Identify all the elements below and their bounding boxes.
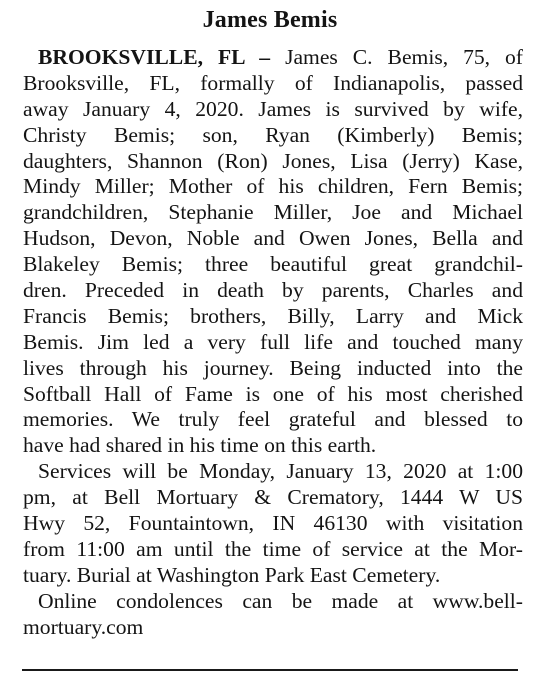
paragraph-1-last-line: have had shared in his time on this earth. xyxy=(23,433,377,458)
obituary-title: James Bemis xyxy=(202,7,338,33)
paragraph-1-line: Francis Bemis; brothers, Billy, Larry and Mick xyxy=(23,303,523,328)
paragraph-1-line: Mindy Miller; Mother of his children, Fern Bemis; xyxy=(23,174,523,199)
paragraph-1-line: memories. We truly feel grateful and blessed to xyxy=(23,407,523,432)
paragraph-1-line: Softball Hall of Fame is one of his most cherished xyxy=(23,381,523,406)
paragraph-1-line-1 xyxy=(23,45,523,71)
bottom-rule xyxy=(22,669,518,671)
paragraph-2-line: Services will be Monday, January 13, 2020 at 1:00 xyxy=(38,459,523,484)
paragraph-1-line: away January 4, 2020. James is survived by wife, xyxy=(23,96,523,121)
paragraph-2-last-line: tuary. Burial at Washington Park East Cemetery. xyxy=(23,562,441,587)
paragraph-1-line: grandchildren, Stephanie Miller, Joe and Michael xyxy=(23,200,523,225)
paragraph-2-line: from 11:00 am until the time of service at the Mor- xyxy=(23,536,523,561)
paragraph-1-line: Hudson, Devon, Noble and Owen Jones, Bella and xyxy=(23,226,523,251)
paragraph-1-line: Bemis. Jim led a very full life and touched many xyxy=(23,329,523,354)
paragraph-2-line: Hwy 52, Fountaintown, IN 46130 with visitation xyxy=(23,511,523,536)
paragraph-1-line: Blakeley Bemis; three beautiful great grandchil- xyxy=(23,252,523,277)
paragraph-1-line-1-text: James C. Bemis, 75, of xyxy=(285,45,523,69)
paragraph-1-line: lives through his journey. Being inducted into the xyxy=(23,355,523,380)
paragraph-3-line: Online condolences can be made at www.bell- xyxy=(38,588,523,613)
paragraph-2-line: pm, at Bell Mortuary & Crematory, 1444 W US xyxy=(23,485,523,510)
dateline: BROOKSVILLE, FL – xyxy=(38,45,271,69)
paragraph-1-line: Christy Bemis; son, Ryan (Kimberly) Bemis; xyxy=(23,122,523,147)
paragraph-3-last-line: mortuary.com xyxy=(23,614,144,639)
paragraph-1-line: dren. Preceded in death by parents, Charles and xyxy=(23,278,523,303)
obituary-body xyxy=(23,45,523,640)
paragraph-1-line: daughters, Shannon (Ron) Jones, Lisa (Jerry) Kase, xyxy=(23,148,523,173)
paragraph-1-line: Brooksville, FL, formally of Indianapolis, passed xyxy=(23,70,523,95)
